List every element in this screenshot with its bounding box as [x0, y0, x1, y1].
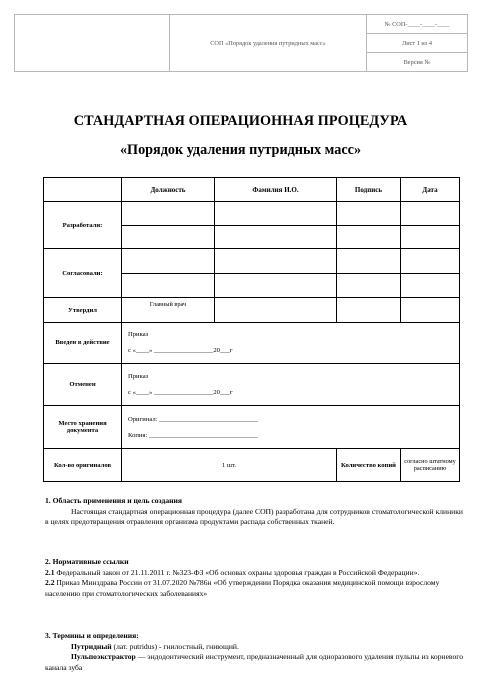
originals-count-label: Кол-во оригиналов	[44, 449, 122, 482]
approved-position: Главный врач	[122, 298, 215, 322]
introduced-label: Введен в действие	[44, 322, 122, 363]
agreed-label: Согласовали:	[44, 249, 122, 298]
storage-label: Место хранения документа	[44, 406, 122, 449]
approved-label: Утвердил	[44, 298, 122, 322]
storage-cell: Оригинал: ______________________________ Копия: _________________________________	[122, 406, 460, 449]
developed-label: Разработали:	[44, 202, 122, 249]
section-2-title: 2. Нормативные ссылки	[45, 557, 129, 566]
section-1	[45, 496, 463, 528]
approval-table	[43, 177, 460, 482]
header-sheet: Лист 1 из 4	[367, 34, 468, 53]
section-3-title: 3. Термины и определения:	[45, 631, 139, 640]
col-name: Фамилия И.О.	[215, 178, 337, 202]
document-title: СТАНДАРТНАЯ ОПЕРАЦИОННАЯ ПРОЦЕДУРА	[73, 113, 408, 129]
col-date: Дата	[401, 178, 460, 202]
col-signature: Подпись	[337, 178, 401, 202]
term-pulp-extractor: Пульпоэкстрактор — эндодонтический инструмент, предназначенный для одноразового удаления пульпы из корневого канала зуба	[45, 652, 463, 672]
copies-count: согласно штатному расписанию	[401, 449, 460, 482]
section-1-text: Настоящая стандартная операционная процедура (далее СОП) разработана для сотрудников стоматологической клиники в целях предотвращения отравления организма продуктами распада собственных тканей.	[45, 506, 463, 526]
document-subtitle: «Порядок удаления путридных масс»	[119, 142, 362, 158]
originals-count: 1 шт.	[122, 449, 337, 482]
section-3	[45, 631, 463, 673]
header-sop-title: СОП «Порядок удаления путридных масс»	[170, 15, 367, 72]
header-version: Версия №	[367, 53, 468, 72]
term-putrid: Путридный (лат. putridus) - гнилостный, гниющий.	[71, 641, 239, 651]
section-1-title: 1. Область применения и цель создания	[45, 496, 182, 505]
header-logo-cell	[15, 15, 170, 72]
col-position: Должность	[122, 178, 215, 202]
cancelled-label: Отменен	[44, 363, 122, 406]
section-2	[45, 557, 463, 599]
document-header	[14, 14, 468, 70]
cancelled-order: Приказ с «____» __________________20___г	[122, 363, 460, 406]
header-sop-number: № СОП-____-____-____	[367, 15, 468, 34]
introduced-order: Приказ с «____» __________________20___г	[122, 322, 460, 363]
ref-2-2: 2.2 Приказ Минздрава России от 31.07.2020 №786н «Об утверждении Порядка оказания медицинской помощи взрослому населению при стоматологических заболеваниях»	[45, 578, 440, 598]
corner-cell	[44, 178, 122, 202]
copies-count-label: Количество копий	[337, 449, 401, 482]
ref-2-1: 2.1 Федеральный закон от 21.11.2011 г. №323-ФЗ «Об основах охраны здоровья граждан в Российской Федерации».	[45, 567, 420, 577]
